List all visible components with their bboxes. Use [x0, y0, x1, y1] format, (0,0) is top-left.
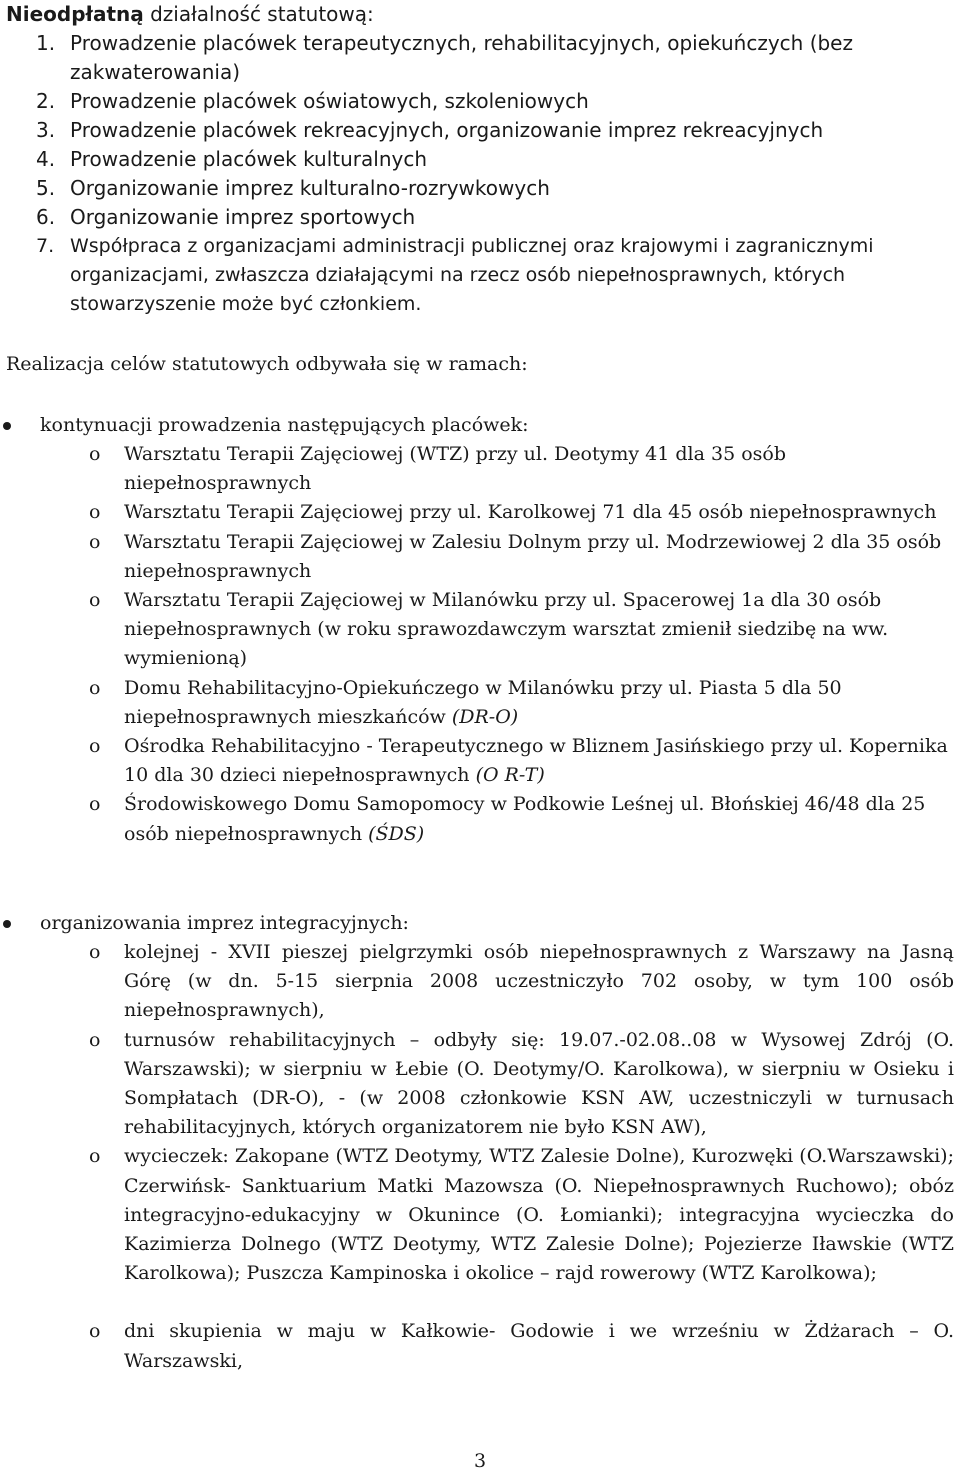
activity-item — [6, 116, 956, 145]
item-number: 6. — [36, 205, 56, 229]
item-number: 2. — [36, 89, 56, 113]
circle-bullet-icon: o — [89, 1028, 101, 1051]
activity-item — [6, 87, 956, 116]
list-item — [0, 498, 960, 527]
circle-bullet-icon: o — [89, 793, 101, 816]
events-section — [0, 909, 960, 1376]
item-text: Prowadzenie placówek oświatowych, szkoleniowych — [70, 89, 589, 113]
activity-item — [6, 232, 956, 319]
list-item — [0, 586, 960, 674]
item-text: Warsztatu Terapii Zajęciowej przy ul. Karolkowej 71 dla 45 osób niepełnosprawnych — [124, 501, 937, 524]
bullet-icon — [3, 422, 11, 430]
item-number: 3. — [36, 118, 56, 142]
circle-bullet-icon: o — [89, 735, 101, 758]
item-text: Współpraca z organizacjami administracji publicznej oraz krajowymi i zagranicznymi organizacjami, zwłaszcza działającymi na rzecz osób niepełnosprawnych, których stowarzyszenie może być członkiem. — [70, 235, 874, 315]
item-number: 5. — [36, 176, 56, 200]
activity-item — [6, 203, 956, 232]
events-list — [0, 938, 960, 1376]
circle-bullet-icon: o — [89, 1145, 101, 1168]
circle-bullet-icon: o — [89, 1320, 101, 1343]
item-text: wycieczek: Zakopane (WTZ Deotymy, WTZ Zalesie Dolne), Kurozwęki (O.Warszawski); Czerwińsk- Sanktuarium Matki Mazowsza (O. Niepełnosprawnych Ruchowo); obóz integracyjno-edukacyjny w Okunince (O. Łomianki); integracyjna wycieczka do Kazimierza Dolnego (WTZ Deotymy, WTZ Zalesie Dolne); Pojezierze Iławskie (WTZ Karolkowa); Puszcza Kampinoska i okolice – rajd rowerowy (WTZ Karolkowa); — [124, 1145, 954, 1285]
activity-item — [6, 145, 956, 174]
circle-bullet-icon: o — [89, 589, 101, 612]
list-item — [0, 674, 960, 732]
item-text: dni skupienia w maju w Kałkowie- Godowie i we wrześniu w Żdżarach – O. Warszawski, — [124, 1320, 954, 1372]
list-item — [0, 1317, 960, 1375]
item-text: Środowiskowego Domu Samopomocy w Podkowie Leśnej ul. Błońskiej 46/48 dla 25 osób niepełnosprawnych — [124, 793, 926, 845]
heading-bold: Nieodpłatną — [6, 2, 144, 26]
page-number: 3 — [473, 1450, 487, 1472]
item-number: 7. — [36, 235, 55, 257]
statutory-activities-section — [6, 0, 956, 319]
facilities-section — [0, 411, 960, 849]
list-item — [0, 790, 960, 848]
item-text: Domu Rehabilitacyjno-Opiekuńczego w Milanówku przy ul. Piasta 5 dla 50 niepełnosprawnych mieszkańców — [124, 676, 842, 728]
item-text: kolejnej - XVII pieszej pielgrzymki osób niepełnosprawnych z Warszawy na Jasną Górę (w dn. 5-15 sierpnia 2008 uczestniczyło 702 osoby, w tym 100 osób niepełnosprawnych), — [124, 941, 954, 1022]
bullet-heading — [0, 411, 960, 440]
item-text: Prowadzenie placówek terapeutycznych, rehabilitacyjnych, opiekuńczych (bez zakwaterowania) — [70, 31, 853, 84]
facility-abbreviation: (O R-T) — [475, 764, 545, 787]
list-item — [0, 1142, 960, 1288]
item-text: Organizowanie imprez sportowych — [70, 205, 416, 229]
item-text: Warsztatu Terapii Zajęciowej w Milanówku przy ul. Spacerowej 1a dla 30 osób niepełnosprawnych (w roku sprawozdawczym warsztat zmienił siedzibę na ww. wymienioną) — [124, 589, 889, 670]
list-item — [0, 528, 960, 586]
activity-item — [6, 174, 956, 203]
list-item — [0, 1026, 960, 1143]
facilities-list — [0, 440, 960, 849]
item-text: turnusów rehabilitacyjnych – odbyły się: 19.07.-02.08..08 w Wysowej Zdrój (O. Warszawski); w sierpniu w Łebie (O. Deotymy/O. Karolkowa), w sierpniu w Osieku i Sompłatach (DR-O), - (w 2008 członkowie KSN AW, uczestniczyli w turnusach rehabilitacyjnych, których organizatorem nie było KSN AW), — [124, 1028, 954, 1139]
circle-bullet-icon: o — [89, 501, 101, 524]
circle-bullet-icon: o — [89, 530, 101, 553]
section-heading — [6, 0, 956, 29]
item-text: Prowadzenie placówek rekreacyjnych, organizowanie imprez rekreacyjnych — [70, 118, 824, 142]
item-number: 4. — [36, 147, 56, 171]
facility-abbreviation: (DR-O) — [451, 705, 519, 728]
circle-bullet-icon: o — [89, 941, 101, 963]
item-text: Warsztatu Terapii Zajęciowej (WTZ) przy ul. Deotymy 41 dla 35 osób niepełnosprawnych — [124, 443, 786, 495]
bullet-icon — [3, 920, 11, 928]
circle-bullet-icon: o — [89, 676, 101, 699]
list-item — [0, 440, 960, 498]
activity-item — [6, 29, 956, 87]
activities-list — [6, 29, 956, 319]
item-text: Ośrodka Rehabilitacyjno - Terapeutycznego w Bliznem Jasińskiego przy ul. Kopernika 10 dla 30 dzieci niepełnosprawnych — [124, 735, 948, 787]
bullet-label: organizowania imprez integracyjnych: — [40, 912, 409, 934]
bullet-heading — [0, 909, 960, 938]
item-text: Organizowanie imprez kulturalno-rozrywkowych — [70, 176, 550, 200]
list-item — [0, 938, 960, 1026]
item-number: 1. — [36, 31, 56, 55]
circle-bullet-icon: o — [89, 443, 101, 465]
item-text: Prowadzenie placówek kulturalnych — [70, 147, 428, 171]
bullet-label: kontynuacji prowadzenia następujących placówek: — [40, 414, 529, 436]
list-item — [0, 732, 960, 790]
intro-paragraph: Realizacja celów statutowych odbywała się w ramach: — [6, 353, 528, 375]
facility-abbreviation: (ŚDS) — [368, 822, 425, 845]
item-text: Warsztatu Terapii Zajęciowej w Zalesiu Dolnym przy ul. Modrzewiowej 2 dla 35 osób niepełnosprawnych — [124, 530, 942, 582]
heading-rest: działalność statutową: — [150, 2, 374, 26]
